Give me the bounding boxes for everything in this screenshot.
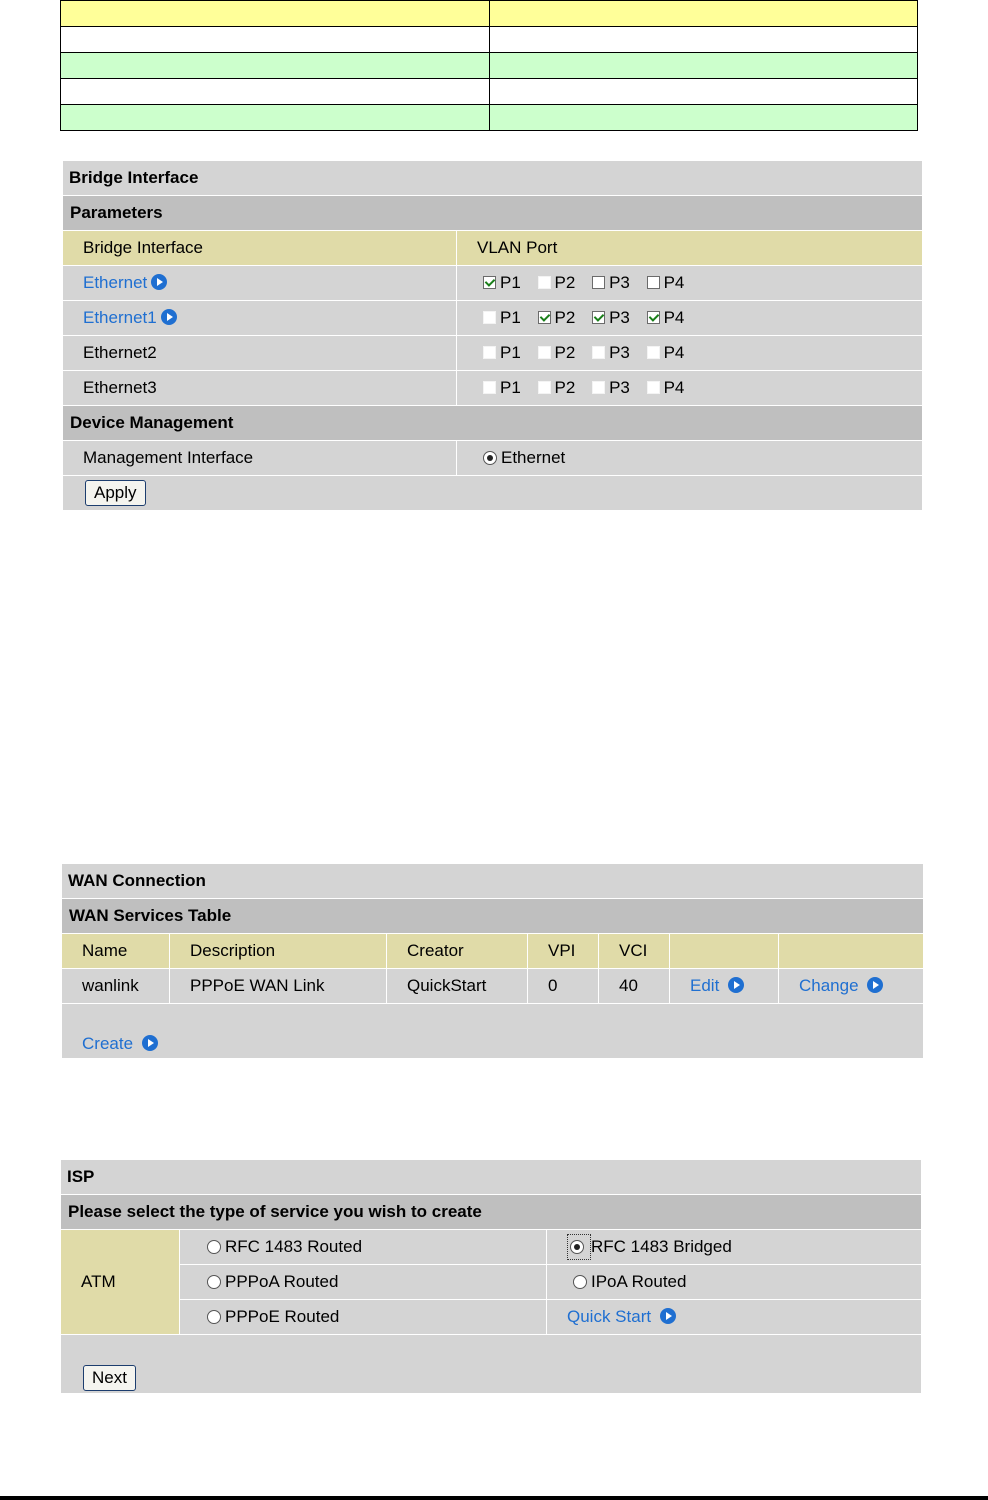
radio-rfc1483-bridged[interactable] <box>570 1240 584 1254</box>
column-header-edit <box>670 934 779 969</box>
legend-cell <box>61 1 490 27</box>
radio-management-ethernet[interactable] <box>483 451 497 465</box>
column-header-vpi: VPI <box>528 934 599 969</box>
quick-start-link[interactable]: Quick Start <box>567 1307 676 1326</box>
section-heading-parameters: Parameters <box>63 196 923 231</box>
legend-cell <box>489 1 918 27</box>
create-row <box>62 1004 924 1059</box>
arrow-right-icon <box>867 977 883 993</box>
radio-rfc1483-routed[interactable] <box>207 1240 221 1254</box>
column-header-vci: VCI <box>599 934 670 969</box>
checkbox-ethernet1-p2[interactable] <box>538 311 551 324</box>
cell-vci: 40 <box>599 969 670 1004</box>
create-link[interactable]: Create <box>82 1034 158 1053</box>
page-footer-rule <box>0 1496 988 1500</box>
checkbox-ethernet3-p4[interactable] <box>647 381 660 394</box>
next-button[interactable]: Next <box>83 1365 136 1391</box>
legend-cell <box>489 79 918 105</box>
checkbox-ethernet-p3[interactable] <box>592 276 605 289</box>
option-ipoa-routed: IPoA Routed <box>547 1265 922 1300</box>
column-header-name: Name <box>62 934 170 969</box>
panel-title: WAN Connection <box>62 864 924 899</box>
column-header-description: Description <box>170 934 387 969</box>
apply-button[interactable]: Apply <box>85 480 146 506</box>
cell-description: PPPoE WAN Link <box>170 969 387 1004</box>
cell-change <box>779 969 924 1004</box>
option-pppoa-routed: PPPoA Routed <box>180 1265 547 1300</box>
arrow-right-icon <box>151 274 167 290</box>
checkbox-ethernet1-p4[interactable] <box>647 311 660 324</box>
checkbox-ethernet-p2[interactable] <box>538 276 551 289</box>
legend-cell <box>489 105 918 131</box>
bridge-interface-panel <box>62 160 923 511</box>
checkbox-ethernet2-p3[interactable] <box>592 346 605 359</box>
wan-connection-panel <box>61 863 924 1059</box>
bridge-row-ethernet1 <box>63 301 457 336</box>
change-link[interactable]: Change <box>799 976 883 995</box>
radio-ipoa-routed[interactable] <box>573 1275 587 1289</box>
vlan-ports-ethernet1: P1 P2 P3 P4 <box>457 301 923 336</box>
checkbox-ethernet-p4[interactable] <box>647 276 660 289</box>
checkbox-ethernet3-p2[interactable] <box>538 381 551 394</box>
legend-cell <box>489 27 918 53</box>
next-row <box>61 1335 922 1394</box>
color-legend-table <box>60 0 918 131</box>
column-header-bridge-interface: Bridge Interface <box>63 231 457 266</box>
cell-creator: QuickStart <box>387 969 528 1004</box>
arrow-right-icon <box>142 1035 158 1051</box>
cell-vpi: 0 <box>528 969 599 1004</box>
checkbox-ethernet2-p4[interactable] <box>647 346 660 359</box>
checkbox-ethernet1-p1[interactable] <box>483 311 496 324</box>
edit-link[interactable]: Edit <box>690 976 744 995</box>
management-interface-label: Management Interface <box>63 441 457 476</box>
arrow-right-icon <box>660 1308 676 1324</box>
vlan-ports-ethernet2: P1 P2 P3 P4 <box>457 336 923 371</box>
checkbox-ethernet3-p1[interactable] <box>483 381 496 394</box>
focus-outline <box>567 1234 591 1260</box>
management-interface-option: Ethernet <box>457 441 923 476</box>
legend-cell <box>489 53 918 79</box>
checkbox-ethernet-p1[interactable] <box>483 276 496 289</box>
option-rfc1483-bridged: RFC 1483 Bridged <box>547 1230 922 1265</box>
panel-title: ISP <box>61 1160 922 1195</box>
column-header-change <box>779 934 924 969</box>
bridge-row-ethernet2: Ethernet2 <box>63 336 457 371</box>
arrow-right-icon <box>161 309 177 325</box>
cell-name: wanlink <box>62 969 170 1004</box>
checkbox-ethernet3-p3[interactable] <box>592 381 605 394</box>
checkbox-ethernet2-p1[interactable] <box>483 346 496 359</box>
arrow-right-icon <box>728 977 744 993</box>
radio-pppoe-routed[interactable] <box>207 1310 221 1324</box>
table-row <box>62 969 924 1004</box>
atm-label: ATM <box>61 1230 180 1335</box>
quick-start-cell <box>547 1300 922 1335</box>
legend-cell <box>61 27 490 53</box>
legend-cell <box>61 53 490 79</box>
bridge-row-ethernet <box>63 266 457 301</box>
vlan-ports-ethernet: P1 P2 P3 P4 <box>457 266 923 301</box>
ethernet1-link[interactable]: Ethernet1 <box>83 308 177 327</box>
isp-panel <box>60 1159 922 1394</box>
section-heading-device-management: Device Management <box>63 406 923 441</box>
section-heading-service-type: Please select the type of service you wish to create <box>61 1195 922 1230</box>
radio-pppoa-routed[interactable] <box>207 1275 221 1289</box>
column-header-creator: Creator <box>387 934 528 969</box>
legend-cell <box>61 105 490 131</box>
option-rfc1483-routed: RFC 1483 Routed <box>180 1230 547 1265</box>
panel-title: Bridge Interface <box>63 161 923 196</box>
ethernet-link[interactable]: Ethernet <box>83 273 167 292</box>
vlan-ports-ethernet3: P1 P2 P3 P4 <box>457 371 923 406</box>
option-pppoe-routed: PPPoE Routed <box>180 1300 547 1335</box>
checkbox-ethernet1-p3[interactable] <box>592 311 605 324</box>
apply-row <box>63 476 923 511</box>
cell-edit <box>670 969 779 1004</box>
checkbox-ethernet2-p2[interactable] <box>538 346 551 359</box>
column-header-vlan-port: VLAN Port <box>457 231 923 266</box>
section-heading-wan-services: WAN Services Table <box>62 899 924 934</box>
legend-cell <box>61 79 490 105</box>
bridge-row-ethernet3: Ethernet3 <box>63 371 457 406</box>
